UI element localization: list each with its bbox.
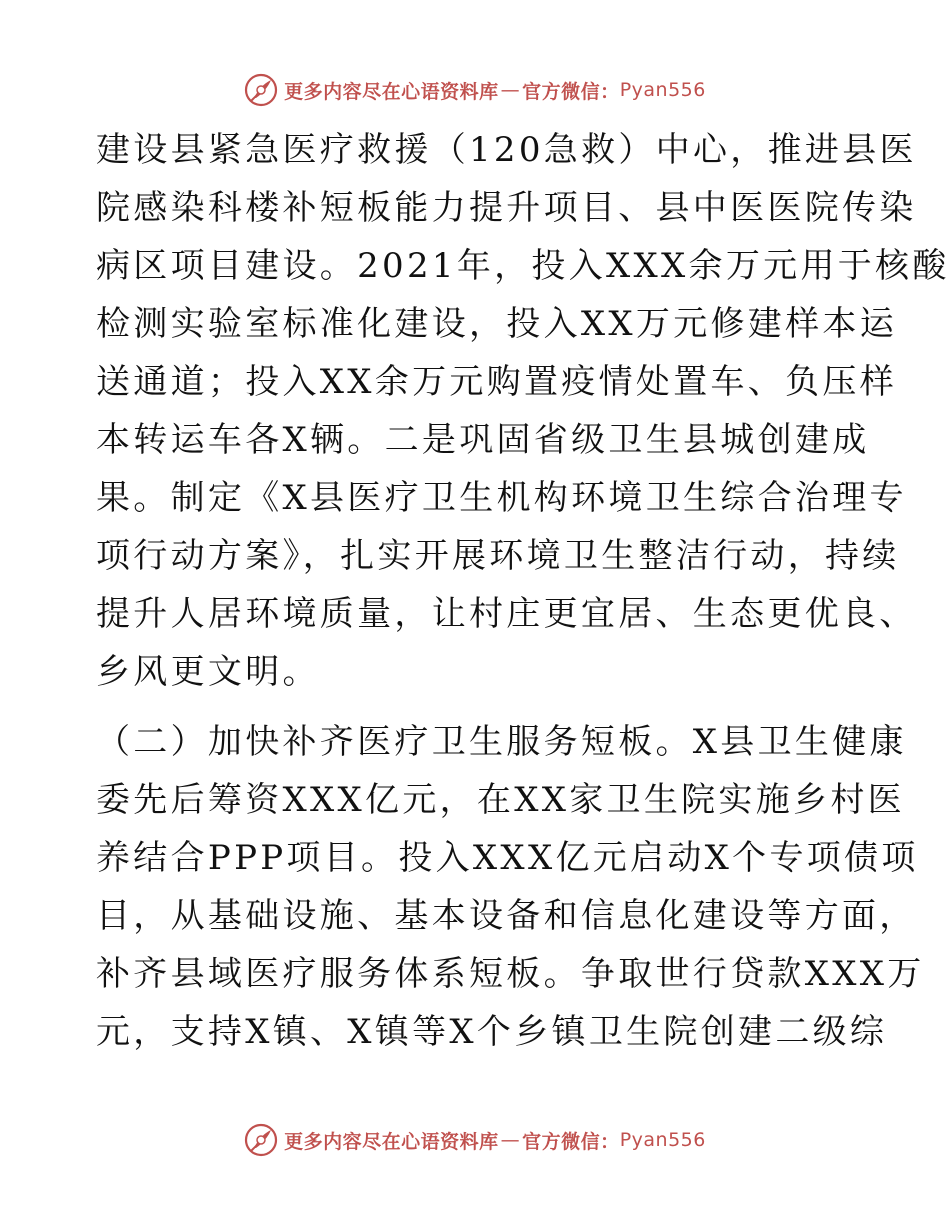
paragraph-2 xyxy=(96,713,925,1061)
watermark-footer xyxy=(0,1120,950,1160)
watermark-label: 官方微信： xyxy=(522,80,620,103)
text-line: 元，支持X镇、X镇等X个乡镇卫生院创建二级综 xyxy=(96,1012,888,1052)
feather-logo-icon xyxy=(244,73,278,107)
watermark-label: 官方微信： xyxy=(522,1130,620,1153)
text-line: 养结合PPP项目。投入XXX亿元启动X个专项债项 xyxy=(96,838,919,878)
paragraph-1 xyxy=(96,121,950,701)
text-line: 目，从基础设施、基本设备和信息化建设等方面， xyxy=(96,896,917,936)
watermark-separator: — xyxy=(500,1129,521,1151)
text-line: 送通道；投入XX余万元购置疫情处置车、负压样 xyxy=(96,362,898,402)
text-line: 提升人居环境质量，让村庄更宜居、生态更优良、 xyxy=(96,594,917,634)
text-line: 果。制定《X县医疗卫生机构环境卫生综合治理专 xyxy=(96,478,907,518)
feather-logo-icon xyxy=(244,1123,278,1157)
watermark-account: Pyan556 xyxy=(619,79,706,101)
text-line: 本转运车各X辆。二是巩固省级卫生县城创建成 xyxy=(96,420,870,460)
watermark-header xyxy=(0,70,950,110)
watermark-separator: — xyxy=(500,79,521,101)
text-line: 委先后筹资XXX亿元，在XX家卫生院实施乡村医 xyxy=(96,780,905,820)
text-line: 乡风更文明。 xyxy=(96,652,320,692)
watermark-account: Pyan556 xyxy=(619,1129,706,1151)
text-line: （二）加快补齐医疗卫生服务短板。X县卫生健康 xyxy=(96,722,907,762)
text-line: 项行动方案》，扎实开展环境卫生整洁行动，持续 xyxy=(96,536,900,576)
text-line: 补齐县域医疗服务体系短板。争取世行贷款XXX万 xyxy=(96,954,925,994)
document-body xyxy=(96,121,950,1061)
text-line: 建设县紧急医疗救援（120急救）中心，推进县医 xyxy=(96,130,917,170)
watermark-site-name: 更多内容尽在心语资料库 xyxy=(284,80,499,103)
watermark-site-name: 更多内容尽在心语资料库 xyxy=(284,1130,499,1153)
text-line: 检测实验室标准化建设，投入XX万元修建样本运 xyxy=(96,304,898,344)
text-line: 病区项目建设。2021年，投入XXX余万元用于核酸 xyxy=(96,246,950,286)
text-line: 院感染科楼补短板能力提升项目、县中医医院传染 xyxy=(96,188,917,228)
